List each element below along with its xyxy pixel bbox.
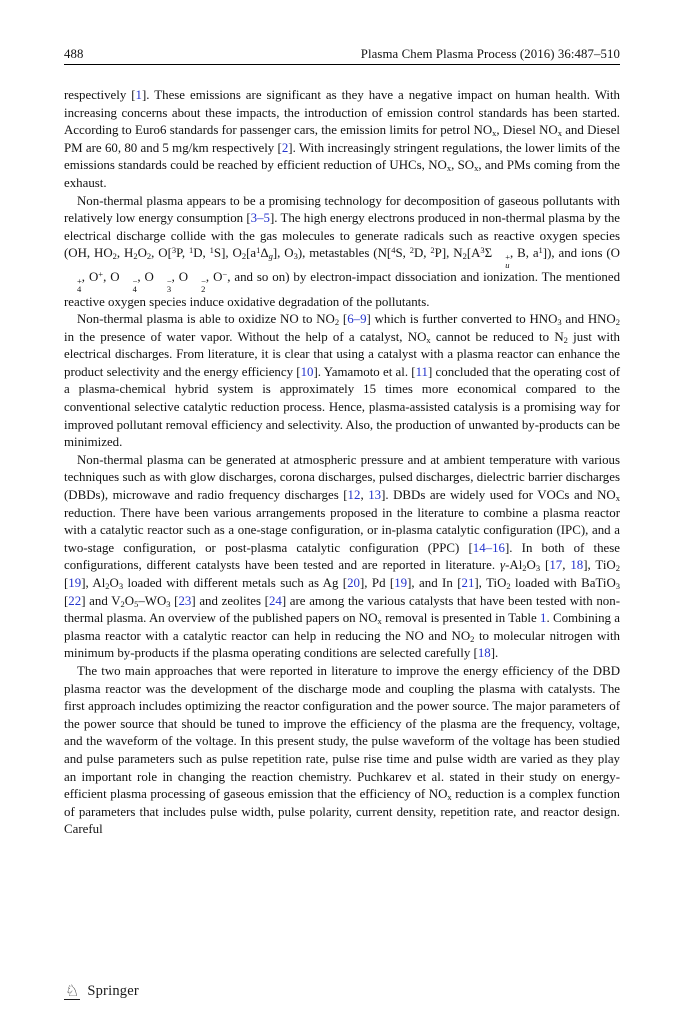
citation-link[interactable]: 3–5 — [250, 211, 270, 226]
citation-link[interactable]: 1 — [135, 88, 142, 102]
article-body — [64, 87, 620, 839]
citation-link[interactable]: 12 — [347, 488, 361, 503]
stacked-sup-sub: − 4 — [132, 276, 138, 295]
subscript: x — [492, 128, 497, 139]
paragraph: respectively [1]. These emissions are significant as they have a negative impact on human health. With increasing concerns about these impacts, the introduction of emission control standards has been started. According to Euro6 standards for passenger cars, the emission limits for petrol $NO_x$, Diesel $NO_x$ and Diesel PM are 60, 80 and 5 mg/km respectively [2]. With increasingly stringent regulations, the lower limits of the emissions standards could be reached by efficient reduction of UHCs, $NO_x$, $SO_x$, and PMs coming from the exhaust. — [64, 88, 621, 190]
citation-link[interactable]: 11 — [415, 364, 429, 379]
subscript: x — [377, 616, 382, 627]
subscript: 2 — [334, 316, 340, 327]
citation-link[interactable]: 22 — [68, 593, 82, 608]
citation-link[interactable]: 24 — [268, 593, 282, 608]
subscript: 3 — [557, 316, 562, 327]
citation-link[interactable]: 6–9 — [347, 312, 367, 327]
subscript: 3 — [535, 563, 541, 574]
citation-link[interactable]: 18 — [570, 558, 584, 573]
subscript: 3 — [293, 251, 298, 262]
subscript: 2 — [112, 251, 117, 262]
superscript: 4 — [391, 245, 396, 256]
header-rule — [64, 64, 620, 65]
citation-link[interactable]: 19 — [68, 576, 82, 590]
paragraph: Non-thermal plasma appears to be a promising technology for decomposition of gaseous pollutants with relatively low energy consumption [3–5]. The high energy electrons produced in non-thermal plasma by the electrical discharge collide with the gas molecules to generate radicals such as reactive oxygen species (OH, $HO_2$, $H_2O_2$, O[$^3$P, $^1$D, $^1$S], $O_2[a^1\Delta_g]$, $O_3$), metastables (N[$^4$S, $^2$D, $^2$P], $N_2[A^3\Sigma$ + u , B, $a^1$]), and ions (O + 4 , O+, O − 4 , O − 3 , O − 2 , O−, and so on) by electron-impact dissociation and ionization. The mentioned reactive oxygen species induce oxidative degradation of the pollutants. — [64, 193, 621, 309]
subscript: 2 — [563, 334, 568, 345]
subscript: 2 — [133, 251, 138, 262]
subscript: 2 — [241, 251, 247, 262]
superscript: 3 — [480, 245, 485, 256]
page-number: 488 — [64, 47, 84, 61]
stacked-sup-sub: + u — [505, 252, 510, 271]
citation-link[interactable]: 14–16 — [472, 540, 505, 555]
superscript: 1 — [209, 245, 214, 256]
citation-link[interactable]: 10 — [300, 364, 314, 379]
subscript: 2 — [462, 251, 467, 262]
citation-link[interactable]: 13 — [368, 488, 382, 503]
superscript: 2 — [430, 245, 435, 256]
subscript: 3 — [166, 598, 171, 609]
subscript: 3 — [118, 580, 124, 591]
subscript: g — [268, 251, 273, 262]
subscript: 2 — [615, 316, 620, 327]
paragraph: Non-thermal plasma can be generated at atmospheric pressure and at ambient temperature with various techniques such as with glow discharges, corona discharges, pulsed discharges, dielectric barrier discharges (DBDs), microwave and radio frequency discharges [12, 13]. DBDs are widely used for VOCs and $NO_x$ reduction. There have been various arrangements proposed in the literature to combine a plasma reactor with a catalytic reactor such as a one-stage configuration, or in-plasma catalytic configuration (IPC), and a two-stage configuration, or post-plasma catalytic configuration (PPC) [14–16]. In both of these configurations, different catalysts have been tested and are reported in literature. $\gamma-Al_2O_3$ [17, 18], TiO$_2$ [19], $Al_2O_3$ loaded with different metals such as Ag [20], Pd [19], and In [21], TiO$_2$ loaded with BaTiO$_3$ [22] and $V_2O_5-WO_3$ [23] and zeolites [24] are among the various catalysts that have been tested with non-thermal plasma. An overview of the published papers on $NO_x$ removal is presented in Table 1. Combining a plasma reactor with a catalytic reactor can help in reducing the NO and $NO_2$ to molecular nitrogen with minimum by-products if the plasma operating conditions are selected carefully [18]. — [64, 452, 621, 661]
citation-link[interactable]: 20 — [347, 576, 360, 590]
subscript: x — [447, 791, 452, 802]
subscript: 2 — [615, 563, 620, 574]
subscript: 2 — [506, 580, 511, 591]
subscript: x — [446, 163, 452, 174]
stacked-sup-sub: − 2 — [201, 276, 206, 295]
subscript: 2 — [146, 251, 152, 262]
subscript: 2 — [105, 580, 110, 591]
page-footer — [64, 982, 139, 1000]
stacked-sup-sub: − 3 — [166, 276, 172, 295]
superscript: 2 — [409, 245, 414, 256]
journal-reference: Plasma Chem Plasma Process (2016) 36:487–510 — [360, 47, 620, 61]
superscript: − — [222, 269, 228, 280]
citation-link[interactable]: 18 — [477, 646, 491, 661]
springer-knight-icon: ♘ — [65, 981, 80, 1000]
page-header — [64, 47, 620, 62]
citation-link[interactable]: 23 — [178, 593, 192, 608]
stacked-sup-sub: + 4 — [77, 276, 82, 295]
citation-link[interactable]: 2 — [281, 140, 289, 155]
citation-link[interactable]: 21 — [461, 576, 475, 590]
subscript: 2 — [120, 598, 125, 609]
subscript: x — [474, 163, 479, 174]
subscript: 2 — [522, 563, 527, 574]
superscript: 3 — [171, 245, 177, 256]
subscript: x — [557, 128, 562, 139]
citation-link[interactable]: 1 — [540, 611, 547, 626]
subscript: x — [426, 334, 431, 345]
subscript: 3 — [615, 580, 621, 591]
superscript: + — [98, 269, 104, 280]
citation-link[interactable]: 19 — [394, 576, 408, 590]
paragraph: Non-thermal plasma is able to oxidize NO to $NO_2$ [6–9] which is further converted to $HNO_3$ and $HNO_2$ in the presence of water vapor. Without the help of a catalyst, $NO_x$ cannot be reduced to $N_2$ just with electrical discharges. From literature, it is clear that using a catalyst with a plasma reactor can enhance the product selectivity and the energy efficiency [10]. Yamamoto et al. [11] concluded that the operating cost of a plasma-chemical hybrid system is approximately 15 times more economical compared to the conventional selective catalytic reduction process. Hence, plasma-assisted catalysis is a promising way for improved pollutant removal efficiency and selectivity. Also, the production of unwanted by-products can be minimized. — [64, 312, 620, 450]
subscript: x — [615, 492, 620, 503]
publisher-name: Springer — [87, 983, 139, 999]
superscript: 1 — [256, 245, 261, 256]
subscript: 5 — [134, 598, 139, 609]
superscript: 1 — [188, 245, 194, 256]
paragraph: The two main approaches that were reported in literature to improve the energy efficiency of the DBD plasma reactor was the development of the discharge mode and coupling the plasma with catalysts. The first approach includes optimizing the reactor configuration and the power source. The major parameters of the power source that should be tuned to improve the efficiency of the plasma are the frequency, voltage, and the waveform of the voltage. In this present study, the pulse waveform of the voltage has been studied and pulse parameters such as pulse repetition rate, pulse rise time and pulse width are varied as they play an important role in changing the reaction chemistry. Puchkarev et al. stated in their study on energy-efficient plasma processing of gaseous emission that the efficiency of $NO_x$ reduction is a complex function of parameters that includes pulse width, pulse polarity, current density, repetition rate, and reactor design. Careful — [64, 663, 620, 837]
italic-symbol: γ — [500, 558, 506, 573]
subscript: 2 — [470, 633, 475, 644]
citation-link[interactable]: 17 — [549, 558, 563, 573]
superscript: 1 — [538, 245, 543, 256]
